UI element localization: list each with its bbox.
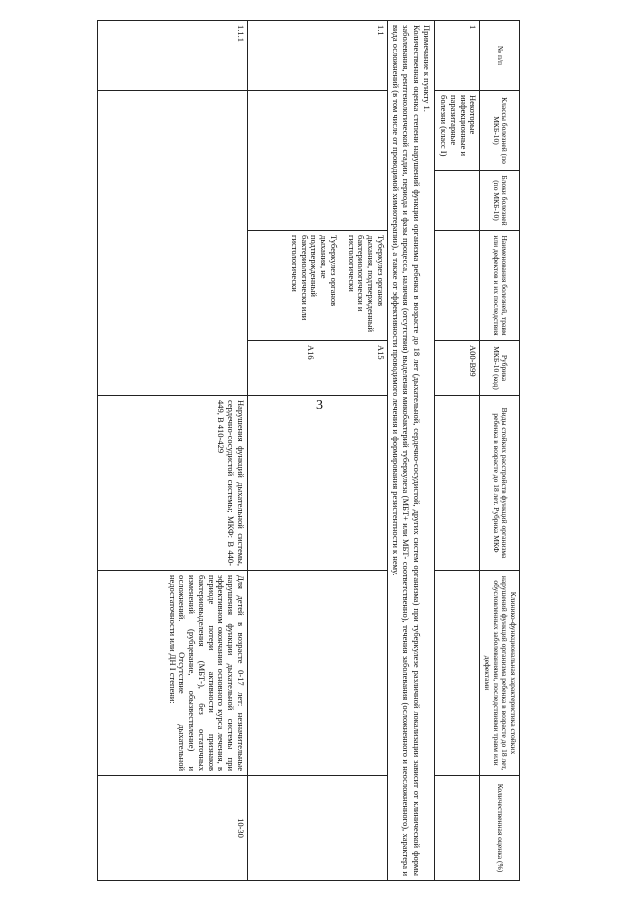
page-number: 3 <box>316 398 323 413</box>
row11-code1: A15 <box>376 345 386 360</box>
row11-num: 1.1 <box>248 21 388 91</box>
header-class: Классы болезней (по МКБ-10) <box>480 91 520 171</box>
row1-percent <box>435 776 480 881</box>
row11-disease1: Туберкулез органов дыхания, подтвержденный бактериологически и гистологически <box>346 235 386 333</box>
header-function: Виды стойких расстройств функций организма ребенка в возрасте до 18 лет. Рубрика МКФ <box>480 396 520 571</box>
row1-num: 1 <box>435 21 480 91</box>
row11-empty <box>248 91 388 231</box>
row1-disease <box>435 231 480 341</box>
table-row <box>435 21 480 881</box>
note-cell <box>388 21 436 881</box>
header-code: Рубрика МКБ-10 (код) <box>480 341 520 396</box>
row1-class: Некоторые инфекционные и паразитарные болезни (класс I) <box>435 91 480 171</box>
row1-characteristic <box>435 571 480 776</box>
header-num: № п/п <box>480 21 520 91</box>
disability-criteria-table <box>97 20 520 881</box>
row111-empty <box>98 91 248 396</box>
note-row <box>388 21 436 881</box>
row11-percent <box>248 776 388 881</box>
note-title: Примечание к пункту 1. <box>422 25 433 112</box>
row111-percent: 10-30 <box>98 776 248 881</box>
row1-code: A00-B99 <box>435 341 480 396</box>
header-block: Блоки болезней (по МКБ-10) <box>480 171 520 231</box>
rotated-page <box>40 20 520 880</box>
row11-code2: A16 <box>306 345 317 360</box>
header-characteristic: Клинико-функциональная характеристика стойких нарушений функций организма ребенка в возрасте до 18 лет, обусловленных заболеваниями, последствиями травм или дефектами <box>480 571 520 776</box>
header-disease: Наименования болезней, травм или дефектов и их последствия <box>480 231 520 341</box>
row11-disease2: Туберкулез органов дыхания, не подтвержденный бактериологически или гистологически <box>289 235 339 321</box>
row1-function <box>435 396 480 571</box>
row11-characteristic <box>248 571 388 776</box>
table-row <box>98 21 248 881</box>
note-text: Количественная оценка степени нарушений функции организма ребенка в возрасте до 18 лет (дыхательной, сердечно-сосудистой, других систем организма) при туберкулезе различной локализации зависит от клинической формы заболевания, рентгенологической стадии, периода и фазы процесса, наличия (отсутствия) выделения микобактерий туберкулеза (МБТ+ или МБТ- соответственно), течения заболевания (осложненного и неосложненного), характера и вида осложнений (в том числе от проводимой химиотерапии), а также от эффективности проводимого лечения и формирования резистентности к нему. <box>390 25 422 876</box>
row111-num: 1.1.1 <box>98 21 248 91</box>
header-row <box>480 21 520 881</box>
row11-function <box>248 396 388 571</box>
row11-diseases <box>248 231 388 341</box>
row111-function: Нарушения функций дыхательной системы, сердечно-сосудистой системы; МКФ: В 440-449, В 410-429 <box>98 396 248 571</box>
header-percent: Количественная оценка (%) <box>480 776 520 881</box>
table-row <box>248 21 388 881</box>
row11-codes <box>248 341 388 396</box>
row111-characteristic: Для детей в возрасте 0-17 лет: незначительные нарушения функции дыхательной системы при эффективном окончании основного курса лечения, в периоде потери активности признаков бактериовыделения (МБТ-), без остаточных изменений (рубцевание, обызвествление) и осложнений. Отсутствие дыхательной недостаточности или ДН I степени: <box>98 571 248 776</box>
row1-block <box>435 171 480 231</box>
